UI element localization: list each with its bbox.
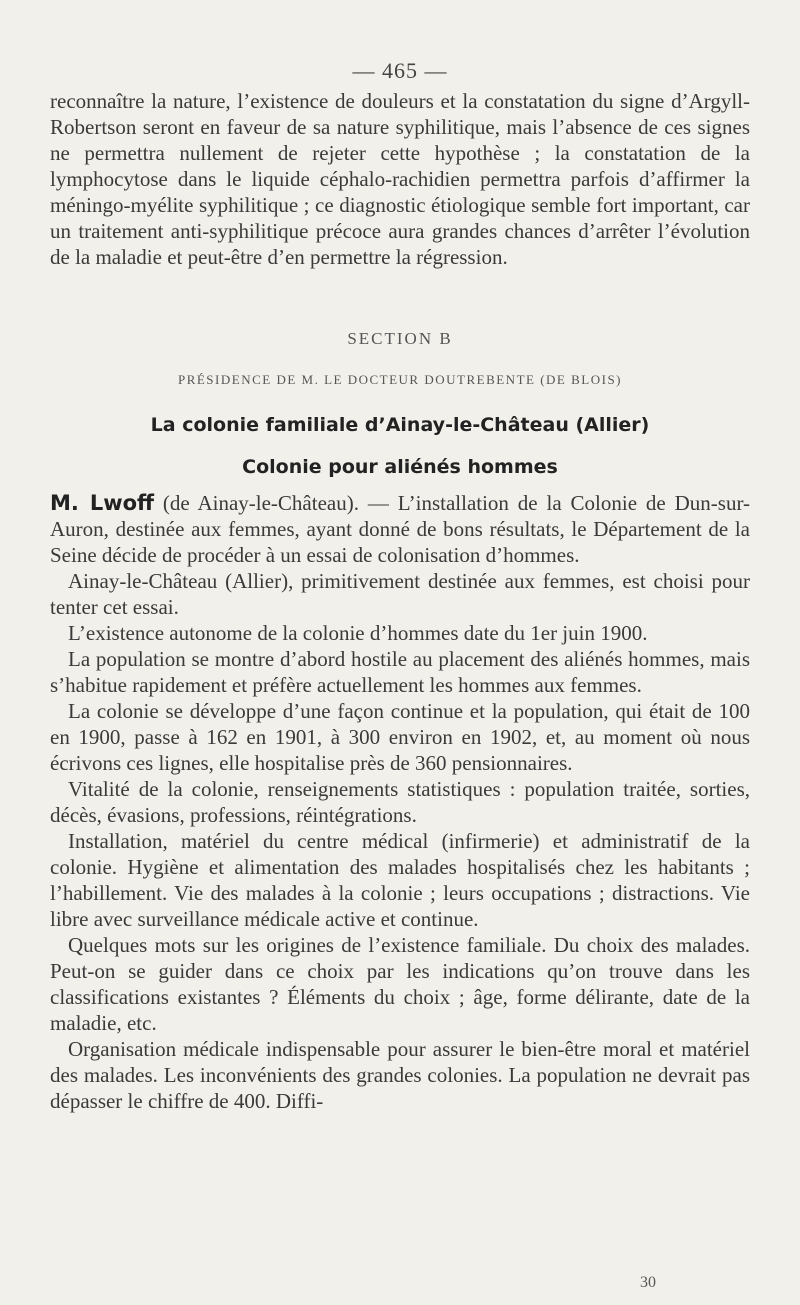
paragraph-6: Vitalité de la colonie, renseignements statistiques : population traitée, sorties, décès, évasions, professions, réintégrations. xyxy=(50,777,750,827)
article-body xyxy=(50,490,750,1114)
article-subtitle: Colonie pour aliénés hommes xyxy=(242,456,558,478)
paragraph-3: L’existence autonome de la colonie d’hommes date du 1er juin 1900. xyxy=(68,621,648,645)
paragraph-7: Installation, matériel du centre médical (infirmerie) et administratif de la colonie. Hygiène et alimentation des malades hospitalisés chez les habitants ; l’habillement. Vie des malades à la colonie ; leurs occupations ; distractions. Vie libre avec surveillance médicale active et continue. xyxy=(50,829,750,931)
article-title: La colonie familiale d’Ainay-le-Château (Allier) xyxy=(150,414,650,436)
paragraph-1-text: (de Ainay-le-Château). — L’installation de la Colonie de Dun-sur-Auron, destinée aux femmes, ayant donné de bons résultats, le Département de la Seine décide de procéder à un essai de colonisation d’hommes. xyxy=(50,491,751,567)
speaker-name: M. Lwoff xyxy=(50,491,155,515)
paragraph-8: Quelques mots sur les origines de l’existence familiale. Du choix des malades. Peut-on se guider dans ce choix par les indications qu’on trouve dans les classifications existantes ? Éléments du choix ; âge, forme délirante, date de la maladie, etc. xyxy=(50,933,750,1035)
intro-paragraph: reconnaître la nature, l’existence de douleurs et la constatation du signe d’Argyll-Robertson seront en faveur de sa nature syphilitique, mais l’absence de ces signes ne permettra nullement de rejeter cette hypothèse ; la constatation de la lymphocytose dans le liquide céphalo-rachidien permettra parfois d’affirmer la méningo-myélite syphilitique ; ce diagnostic étiologique semble fort important, car un traitement anti-syphilitique précoce aura grandes chances d’arrêter l’évolution de la maladie et peut-être d’en permettre la régression. xyxy=(50,89,750,269)
section-heading: SECTION B xyxy=(347,329,453,348)
paragraph-1 xyxy=(50,490,750,568)
paragraph-5: La colonie se développe d’une façon continue et la population, qui était de 100 en 1900, passe à 162 en 1901, à 300 environ en 1902, et, au moment où nous écrivons ces lignes, elle hospitalise près de 360 pensionnaires. xyxy=(50,699,750,775)
page-number: — 465 — xyxy=(352,58,448,83)
paragraph-2: Ainay-le-Château (Allier), primitivement destinée aux femmes, est choisi pour tenter cet essai. xyxy=(50,569,750,619)
signature-number: 30 xyxy=(640,1274,656,1291)
paragraph-4: La population se montre d’abord hostile au placement des aliénés hommes, mais s’habitue rapidement et préfère actuellement les hommes aux femmes. xyxy=(50,647,750,697)
intro-block xyxy=(50,88,750,270)
paragraph-9: Organisation médicale indispensable pour assurer le bien-être moral et matériel des malades. Les inconvénients des grandes colonies. La population ne devrait pas dépasser le chiffre de 400. Diffi- xyxy=(50,1037,750,1113)
presidence-line: PRÉSIDENCE DE M. LE DOCTEUR DOUTREBENTE (DE BLOIS) xyxy=(177,372,623,387)
